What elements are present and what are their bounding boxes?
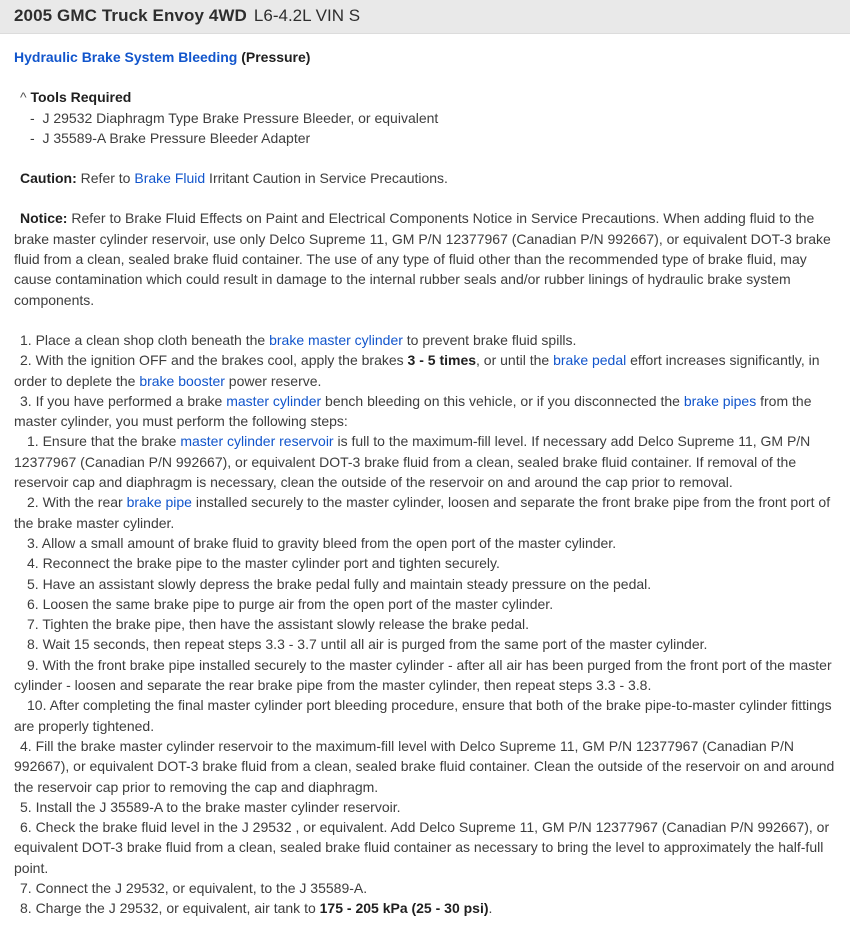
link[interactable]: Hydraulic Brake System Bleeding	[14, 49, 238, 65]
text: 5. Install the J 35589-A to the brake master cylinder reservoir.	[20, 798, 401, 815]
text: 8. Wait 15 seconds, then repeat steps 3.3 - 3.7 until all air is purged from the same port of the master cylinder.	[27, 636, 708, 653]
substep	[14, 695, 836, 736]
vehicle-engine-subtitle: L6-4.2L VIN S	[253, 6, 361, 25]
link[interactable]: brake master cylinder	[269, 331, 403, 348]
text: 9. With the front brake pipe installed securely to the master cylinder - after all air has been purged from the front port of the master cylinder - loosen and separate the rear brake pipe from the master cylinder, then repeat steps 3.3 - 3.8.	[14, 656, 836, 694]
bold-text: (Pressure)	[241, 49, 311, 65]
text: 2. With the rear	[27, 494, 127, 511]
tools-required-header	[14, 87, 836, 107]
text: 2. With the ignition OFF and the brakes cool, apply the brakes	[20, 352, 408, 369]
substep	[14, 614, 836, 634]
text: - J 29532 Diaphragm Type Brake Pressure Bleeder, or equivalent	[30, 109, 439, 126]
notice-note	[14, 208, 836, 309]
collapse-caret[interactable]: ^	[20, 89, 31, 106]
text: 3. If you have performed a brake	[20, 392, 227, 409]
bold-text: Caution:	[20, 170, 81, 187]
text: 6. Loosen the same brake pipe to purge air from the open port of the master cylinder.	[27, 595, 554, 612]
text: 4. Reconnect the brake pipe to the master cylinder port and tighten securely.	[27, 555, 500, 572]
text: 7. Tighten the brake pipe, then have the assistant slowly release the brake pedal.	[27, 616, 529, 633]
text: 1. Place a clean shop cloth beneath the	[20, 331, 270, 348]
step	[14, 878, 836, 898]
text: , or until the	[476, 352, 554, 369]
substep	[14, 594, 836, 614]
text: 4. Fill the brake master cylinder reservoir to the maximum-fill level with Delco Supreme 11, GM P/N 12377967 (Canadian P/N 992667), or equivalent DOT-3 brake fluid from a clean, sealed brake fluid container. Clean the outside of the reservoir on and around the reservoir cap prior to removing the cap and diaphragm.	[14, 737, 839, 795]
text: 8. Charge the J 29532, or equivalent, air tank to	[20, 900, 320, 917]
link[interactable]: brake pipe	[126, 494, 192, 511]
substep	[14, 655, 836, 696]
substep	[14, 492, 836, 533]
tool-item	[14, 128, 836, 148]
text: Refer to	[80, 170, 135, 187]
vehicle-title: 2005 GMC Truck Envoy 4WD	[14, 6, 247, 25]
text: Irritant Caution in Service Precautions.	[205, 170, 448, 187]
link[interactable]: brake pipes	[683, 392, 757, 409]
link[interactable]: Brake Fluid	[134, 170, 206, 187]
link[interactable]: brake booster	[139, 372, 225, 389]
text: 10. After completing the final master cylinder port bleeding procedure, ensure that both of the brake pipe-to-master cylinder fittings are properly tightened.	[14, 697, 836, 734]
link[interactable]: master cylinder reservoir	[180, 433, 334, 450]
bold-text: Notice:	[20, 210, 72, 227]
text: Refer to Brake Fluid Effects on Paint and Electrical Components Notice in Service Precautions. When adding fluid to the brake master cylinder reservoir, use only Delco Supreme 11, GM P/N 12377967 (Canadian P/N 992667), or equivalent DOT-3 brake fluid from a clean, sealed brake fluid container. The use of any type of fluid other than the recommended type of brake fluid, may cause contamination which could result in damage to the internal rubber seals and/or rubber linings of hydraulic brake system components.	[14, 210, 835, 308]
link[interactable]: master cylinder	[226, 392, 322, 409]
bold-text: 175 - 205 kPa (25 - 30 psi)	[319, 900, 489, 917]
step	[14, 797, 836, 817]
step	[14, 350, 836, 391]
text: power reserve.	[224, 372, 322, 389]
text: 6. Check the brake fluid level in the J 29532 , or equivalent. Add Delco Supreme 11, GM P/N 12377967 (Canadian P/N 992667), or equivalent DOT-3 brake fluid from a clean, sealed brake fluid container as necessary to bring the level to approximately the half-full point.	[14, 819, 834, 876]
step	[14, 736, 839, 797]
text: from the master cylinder, you must perform the following steps:	[14, 392, 816, 430]
substep	[14, 574, 836, 594]
text: installed securely to the master cylinder, loosen and separate the front brake pipe from the front port of the brake master cylinder.	[14, 494, 835, 531]
text: bench bleeding on this vehicle, or if you disconnected the	[321, 392, 684, 409]
caution-note	[14, 168, 836, 188]
text: to prevent brake fluid spills.	[402, 331, 577, 348]
procedure-title	[14, 47, 836, 67]
text: 5. Have an assistant slowly depress the brake pedal fully and maintain steady pressure on the pedal.	[27, 575, 652, 592]
step	[14, 898, 836, 918]
document-body	[0, 34, 850, 929]
bold-text: Tools Required	[30, 89, 132, 106]
bold-text: 3 - 5 times	[407, 352, 477, 369]
text: 1. Ensure that the brake	[27, 433, 181, 450]
text: 7. Connect the J 29532, or equivalent, to the J 35589-A.	[20, 879, 368, 896]
text: - J 35589-A Brake Pressure Bleeder Adapter	[30, 129, 311, 146]
substep	[14, 431, 836, 492]
text: 3. Allow a small amount of brake fluid to gravity bleed from the open port of the master cylinder.	[27, 534, 617, 551]
substep	[14, 533, 836, 553]
substep	[14, 634, 836, 654]
step	[14, 391, 836, 432]
text: is full to the maximum-fill level. If necessary add Delco Supreme 11, GM P/N 12377967 (Canadian P/N 992667), or equivalent DOT-3 brake fluid from a clean, sealed brake fluid container. If removal of the reservoir cap and diaphragm is necessary, clean the outside of the reservoir on and around the cap prior to removal.	[14, 433, 815, 491]
text: .	[488, 900, 493, 917]
substep	[14, 553, 836, 573]
step	[14, 817, 836, 878]
link[interactable]: brake pedal	[553, 352, 627, 369]
text: effort increases significantly, in order to deplete the	[14, 352, 824, 389]
vehicle-header-bar	[0, 0, 850, 34]
tool-item	[14, 108, 836, 128]
step	[14, 330, 836, 350]
